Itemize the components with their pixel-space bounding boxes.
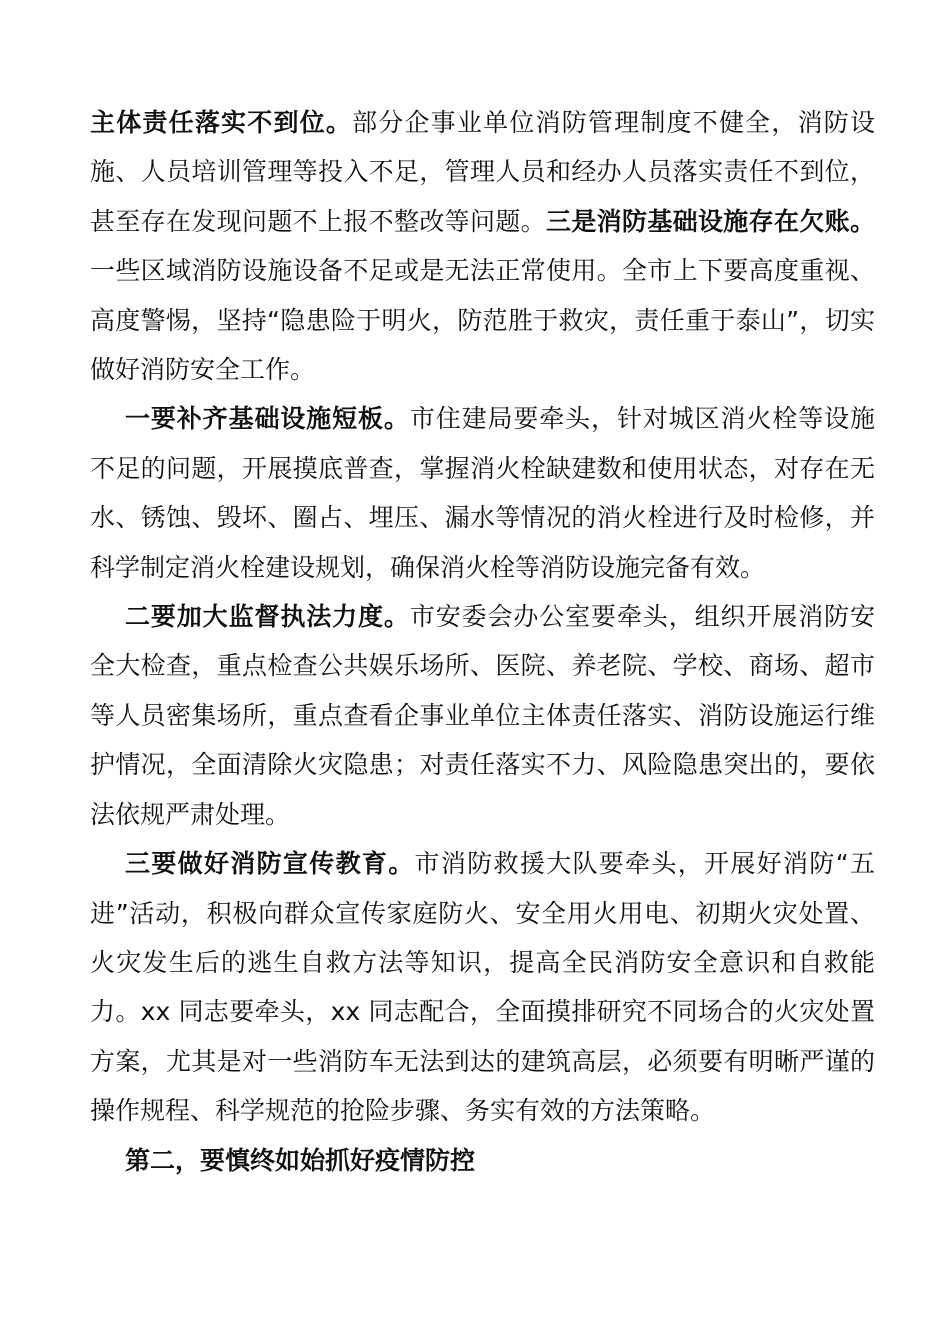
section-heading: 第二，要慎终如始抓好疫情防控: [125, 1145, 476, 1175]
paragraph-supervision: [90, 592, 875, 839]
paragraph-text: 市住建局要牵头，针对城区消火栓等设施不足的问题，开展摸底普查，掌握消火栓缺建数和使用状态，对存在无水、锈蚀、毁坏、圈占、埋压、漏水等情况的消火栓进行及时检修，并科学制定消火栓建设规划，确保消火栓等消防设施完备有效。: [90, 404, 875, 582]
paragraph-lead: 主体责任落实不到位。: [90, 108, 353, 137]
paragraph-lead: 一要补齐基础设施短板。: [125, 404, 410, 434]
paragraph-text: 一些区域消防设施设备不足或是无法正常使用。全市上下要高度重视、高度警惕，坚持“隐患险于明火，防范胜于救灾，责任重于泰山”，切实做好消防安全工作。: [90, 256, 875, 385]
paragraph-lead: 三要做好消防宣传教育。: [125, 849, 415, 879]
paragraph-lead: 三是消防基础设施存在欠账。: [545, 206, 875, 236]
paragraph-responsibility: [90, 98, 875, 394]
paragraph-text: 市消防救援大队要牵头，开展好消防“五进”活动，积极向群众宣传家庭防火、安全用火用电、初期火灾处置、火灾发生后的逃生自救方法等知识，提高全民消防安全意识和自救能力。xx 同志要牵头，xx 同志配合，全面摸排研究不同场合的火灾处置方案，尤其是对一些消防车无法到达的建筑高层，必须要有明晰严谨的操作规程、科学规范的抢险步骤、务实有效的方法策略。: [90, 849, 875, 1126]
paragraph-education: [90, 839, 875, 1135]
document-page: [90, 98, 875, 1185]
paragraph-text: 市安委会办公室要牵头，组织开展消防安全大检查，重点检查公共娱乐场所、医院、养老院、学校、商场、超市等人员密集场所，重点查看企事业单位主体责任落实、消防设施运行维护情况，全面清除火灾隐患；对责任落实不力、风险隐患突出的，要依法依规严肃处理。: [90, 602, 875, 829]
paragraph-lead: 二要加大监督执法力度。: [125, 602, 410, 632]
paragraph-text: 部分企事业单位消防管理制度不健全，消防设施、人员培训管理等投入不足，管理人员和经办人员落实责任不到位，甚至存在发现问题不上报不整改等问题。: [90, 108, 875, 236]
paragraph-infrastructure: [90, 394, 875, 592]
